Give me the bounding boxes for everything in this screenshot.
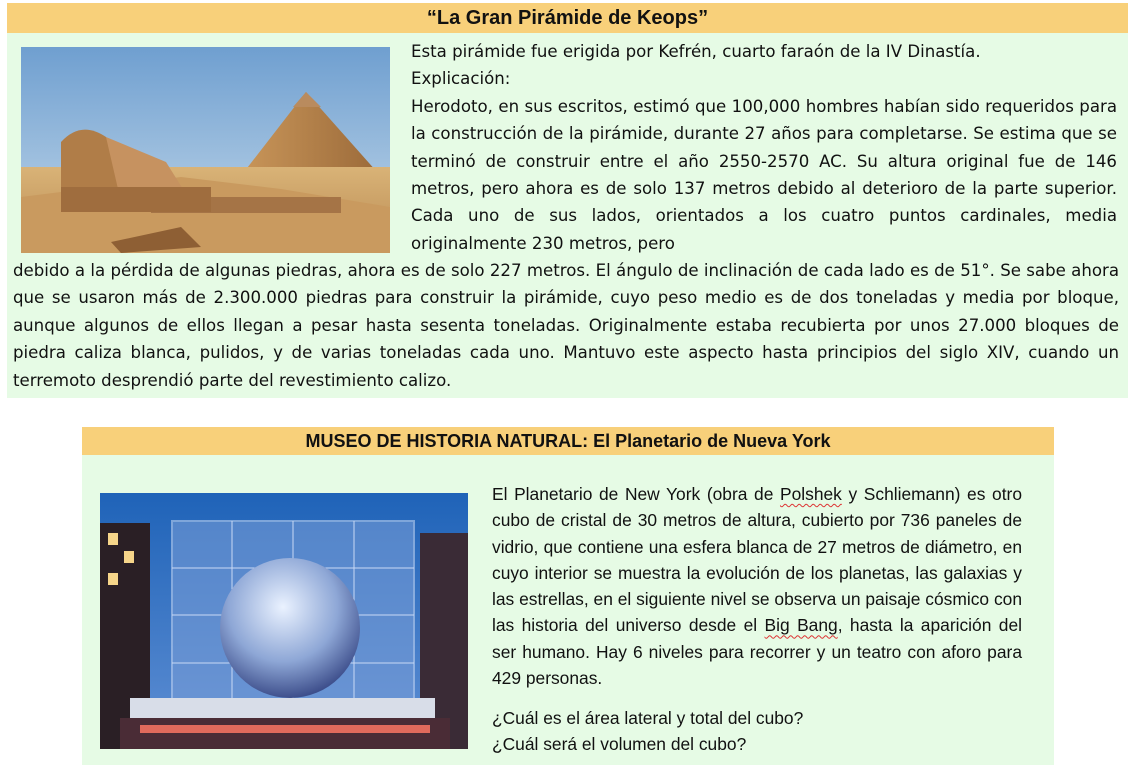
planetarium-paragraph [492, 481, 1022, 691]
planetarium-section [82, 427, 1054, 765]
pyramid-panel [7, 33, 1128, 398]
text-part-b: y Schliemann) es otro cubo de cristal de 30 metros de altura, cubierto por 736 paneles de vidrio, que contiene una esfera blanca de 27 metros de diámetro, en cuyo interior se muestra la evolución de los planetas, las galaxias y las estrellas, en el siguiente nivel se observa un paisaje cósmico con las historia del universo desde el [492, 484, 1022, 636]
planetarium-photo [100, 493, 468, 749]
pyramid-section [7, 3, 1128, 398]
name-big-bang: Big Bang [764, 615, 838, 636]
name-polshek: Polshek [779, 484, 842, 504]
pyramid-sphinx-photo [21, 47, 390, 253]
explanation-label: Explicación: [411, 69, 511, 89]
text-part-c: , hasta la aparición del ser humano. Hay 6 niveles para recorrer y un teatro con aforo para 429 personas. [492, 615, 1022, 689]
pyramid-intro-text [411, 38, 1117, 257]
planetarium-panel [82, 455, 1054, 765]
pyramid-wrap-paragraph: Herodoto, en sus escritos, estimó que 100,000 hombres habían sido requeridos para la construcción de la pirámide, durante 27 años para completarse. Se estima que se terminó de construir entre el año 2550-2570 AC. Su altura original fue de 146 metros, pero ahora es de solo 137 metros debido al deterioro de la parte superior. Cada uno de sus lados, orientados a los cuatro puntos cardinales, media originalmente 230 metros, pero [411, 96, 1117, 253]
planetarium-title: MUSEO DE HISTORIA NATURAL: El Planetario de Nueva York [82, 427, 1054, 455]
question-area: ¿Cuál es el área lateral y total del cubo? [492, 708, 804, 728]
questions [492, 705, 1022, 757]
pyramid-full-paragraph: debido a la pérdida de algunas piedras, ahora es de solo 227 metros. El ángulo de inclinación de cada lado es de 51°. Se sabe ahora que se usaron más de 2.300.000 piedras para construir la pirámide, cuyo peso medio es de dos toneladas y media por bloque, aunque algunos de ellos llegan a pesar hasta sesenta toneladas. Originalmente estaba recubierta por unos 27.000 bloques de piedra caliza blanca, pulidos, y de varias toneladas cada uno. Mantuvo este aspecto hasta principios del siglo XIV, cuando un terremoto desprendió parte del revestimiento calizo. [13, 261, 1119, 390]
question-volume: ¿Cuál será el volumen del cubo? [492, 734, 747, 754]
pyramid-title: “La Gran Pirámide de Keops” [7, 3, 1128, 33]
text-part-a: El Planetario de New York (obra de [492, 484, 780, 504]
pyramid-intro: Esta pirámide fue erigida por Kefrén, cuarto faraón de la IV Dinastía. [411, 42, 981, 61]
